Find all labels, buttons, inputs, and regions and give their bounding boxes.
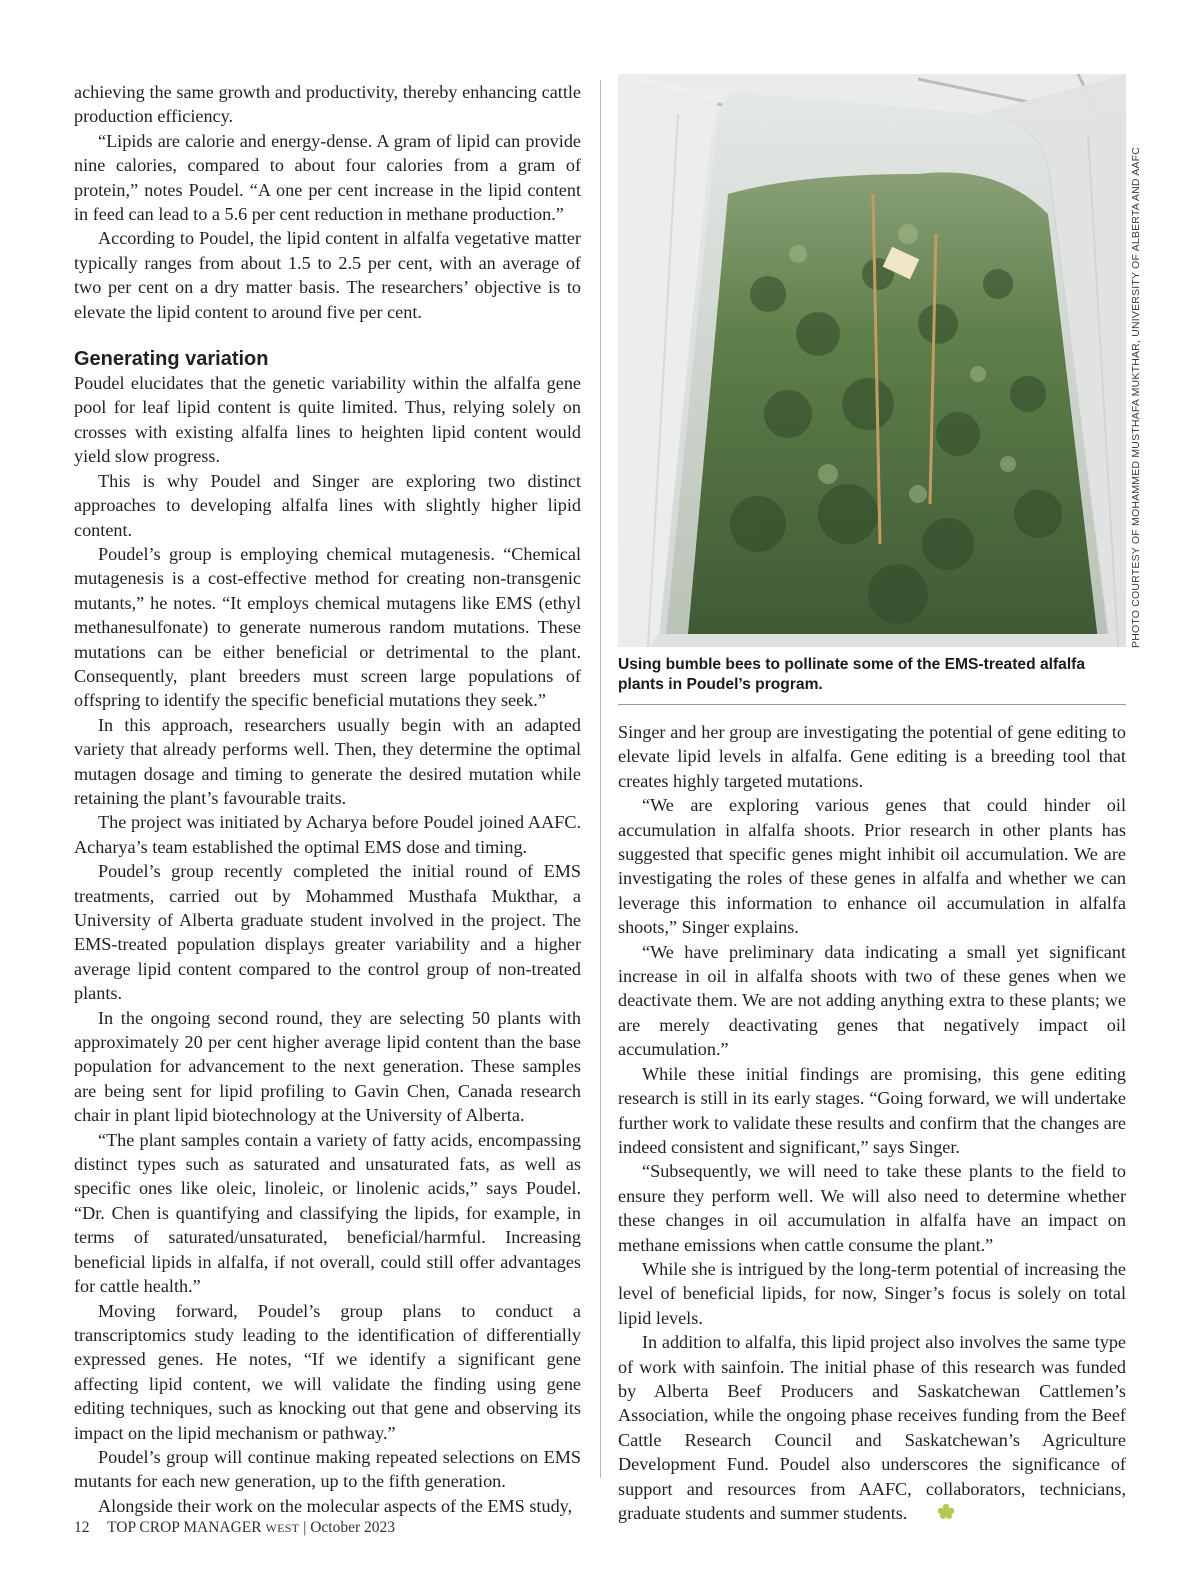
paragraph: According to Poudel, the lipid content in alfalfa vegetative matter typically ranges from about 1.5 to 2.5 per cent, with an average of two per cent on a dry matter basis. The researchers’ objective is to elevate the lipid content to around five per cent. <box>74 228 581 322</box>
greenhouse-photo-illustration <box>618 74 1126 647</box>
alfalfa-tent-photo <box>618 74 1126 647</box>
paragraph: “We have preliminary data indicating a small yet significant increase in oil in alfalfa shoots with two of these genes when we deactivate them. We are not adding anything extra to these plants; we are merely deactivating genes that negatively impact oil accumulation.” <box>618 941 1126 1060</box>
right-column <box>618 720 1126 1527</box>
photo-caption: Using bumble bees to pollinate some of the EMS-treated alfalfa plants in Poudel’s program. <box>618 656 1086 693</box>
paragraph: “We are exploring various genes that could hinder oil accumulation in alfalfa shoots. Prior research in other plants has suggested that specific genes might inhibit oil accumulation. We are investigating the roles of these genes in alfalfa and whether we can leverage this information to enhance oil accumulation in alfalfa shoots,” Singer explains. <box>618 795 1126 938</box>
page-footer <box>74 1519 395 1537</box>
paragraph: achieving the same growth and productivity, thereby enhancing cattle production efficiency. <box>74 82 581 127</box>
footer-separator: | <box>303 1519 307 1536</box>
page-number: 12 <box>74 1519 90 1536</box>
paragraph: “Lipids are calorie and energy-dense. A gram of lipid can provide nine calories, compared to about four calories from a gram of protein,” notes Poudel. “A one per cent increase in the lipid content in feed can lead to a 5.6 per cent reduction in methane production.” <box>74 130 581 225</box>
magazine-edition: WEST <box>265 1521 300 1535</box>
issue-date: October 2023 <box>310 1519 395 1536</box>
paragraph: Poudel’s group recently completed the initial round of EMS treatments, carried out by Mohammed Musthafa Mukthar, a University of Alberta graduate student involved in the project. The EMS-treated population displays greater variability and a higher average lipid content compared to the control group of non-treated plants. <box>74 861 581 1004</box>
paragraph: Moving forward, Poudel’s group plans to conduct a transcriptomics study leading to the identification of differentially expressed genes. He notes, “If we identify a significant gene affecting lipid content, we will validate the finding using gene editing techniques, such as knocking out that gene and observing its impact on the lipid mechanism or pathway.” <box>74 1300 581 1443</box>
magazine-title: TOP CROP MANAGER <box>107 1519 262 1536</box>
paragraph: In this approach, researchers usually begin with an adapted variety that already performs well. Then, they determine the optimal mutagen dosage and timing to generate the desired mutation while retaining the plant’s favourable traits. <box>74 714 581 808</box>
paragraph: “The plant samples contain a variety of fatty acids, encompassing distinct types such as saturated and unsaturated fats, as well as specific ones like oleic, linoleic, or linolenic acids,” says Poudel. “Dr. Chen is quantifying and classifying the lipids, for example, in terms of saturated/unsaturated, beneficial/harmful. Increasing beneficial lipids in alfalfa, if not overall, could still offer advantages for cattle health.” <box>74 1129 581 1297</box>
section-heading: Generating variation <box>74 348 269 371</box>
paragraph: While she is intrigued by the long-term potential of increasing the level of beneficial lipids, for now, Singer’s focus is solely on total lipid levels. <box>618 1258 1126 1328</box>
paragraph: In the ongoing second round, they are selecting 50 plants with approximately 20 per cent higher average lipid content than the base population for advancement to the next generation. These samples are being sent for lipid profiling to Gavin Chen, Canada research chair in plant lipid biotechnology at the University of Alberta. <box>74 1007 581 1126</box>
photo-credit: PHOTO COURTESY OF MOHAMMED MUSTHAFA MUKTHAR, UNIVERSITY OF ALBERTA AND AAFC <box>1130 147 1142 648</box>
paragraph: Singer and her group are investigating the potential of gene editing to elevate lipid levels in alfalfa. Gene editing is a breeding tool that creates highly targeted mutations. <box>618 722 1126 791</box>
paragraph: The project was initiated by Acharya before Poudel joined AAFC. Acharya’s team established the optimal EMS dose and timing. <box>74 812 581 857</box>
leaf-end-mark-icon <box>913 1503 955 1527</box>
paragraph: Alongside their work on the molecular aspects of the EMS study, <box>98 1495 573 1516</box>
paragraph: Poudel’s group will continue making repeated selections on EMS mutants for each new generation, up to the fifth generation. <box>74 1446 581 1492</box>
caption-rule <box>618 704 1126 705</box>
paragraph: While these initial findings are promising, this gene editing research is still in its early stages. “Going forward, we will undertake further work to validate these results and confirm that the changes are indeed consistent and significant,” says Singer. <box>618 1063 1126 1157</box>
left-column <box>74 80 581 1518</box>
paragraph: Poudel elucidates that the genetic variability within the alfalfa gene pool for leaf lipid content is quite limited. Thus, relying solely on crosses with existing alfalfa lines to heighten lipid content would yield slow progress. <box>74 373 581 467</box>
paragraph <box>618 1330 1126 1527</box>
column-divider <box>600 80 601 1478</box>
paragraph: Poudel’s group is employing chemical mutagenesis. “Chemical mutagenesis is a cost-effective method for creating non-transgenic mutants,” he notes. “It employs chemical mutagens like EMS (ethyl methanesulfonate) to generate numerous random mutations. These mutations can be either beneficial or detrimental to the plant. Consequently, plant breeders must screen large populations of offspring to identify the specific beneficial mutations they seek.” <box>74 543 581 711</box>
paragraph-text: In addition to alfalfa, this lipid project also involves the same type of work with sainfoin. The initial phase of this research was funded by Alberta Beef Producers and Saskatchewan Cattlemen’s Association, while the ongoing phase receives funding from the Beef Cattle Research Council and Saskatchewan’s Agriculture Development Fund. Poudel also underscores the significance of support and resources from AAFC, collaborators, technicians, graduate students and summer students. <box>618 1332 1126 1523</box>
paragraph: “Subsequently, we will need to take these plants to the field to ensure they perform well. We will also need to determine whether these changes in oil accumulation in alfalfa have an impact on methane emissions when cattle consume the plant.” <box>618 1161 1126 1255</box>
paragraph: This is why Poudel and Singer are exploring two distinct approaches to developing alfalfa lines with slightly higher lipid content. <box>74 470 581 540</box>
